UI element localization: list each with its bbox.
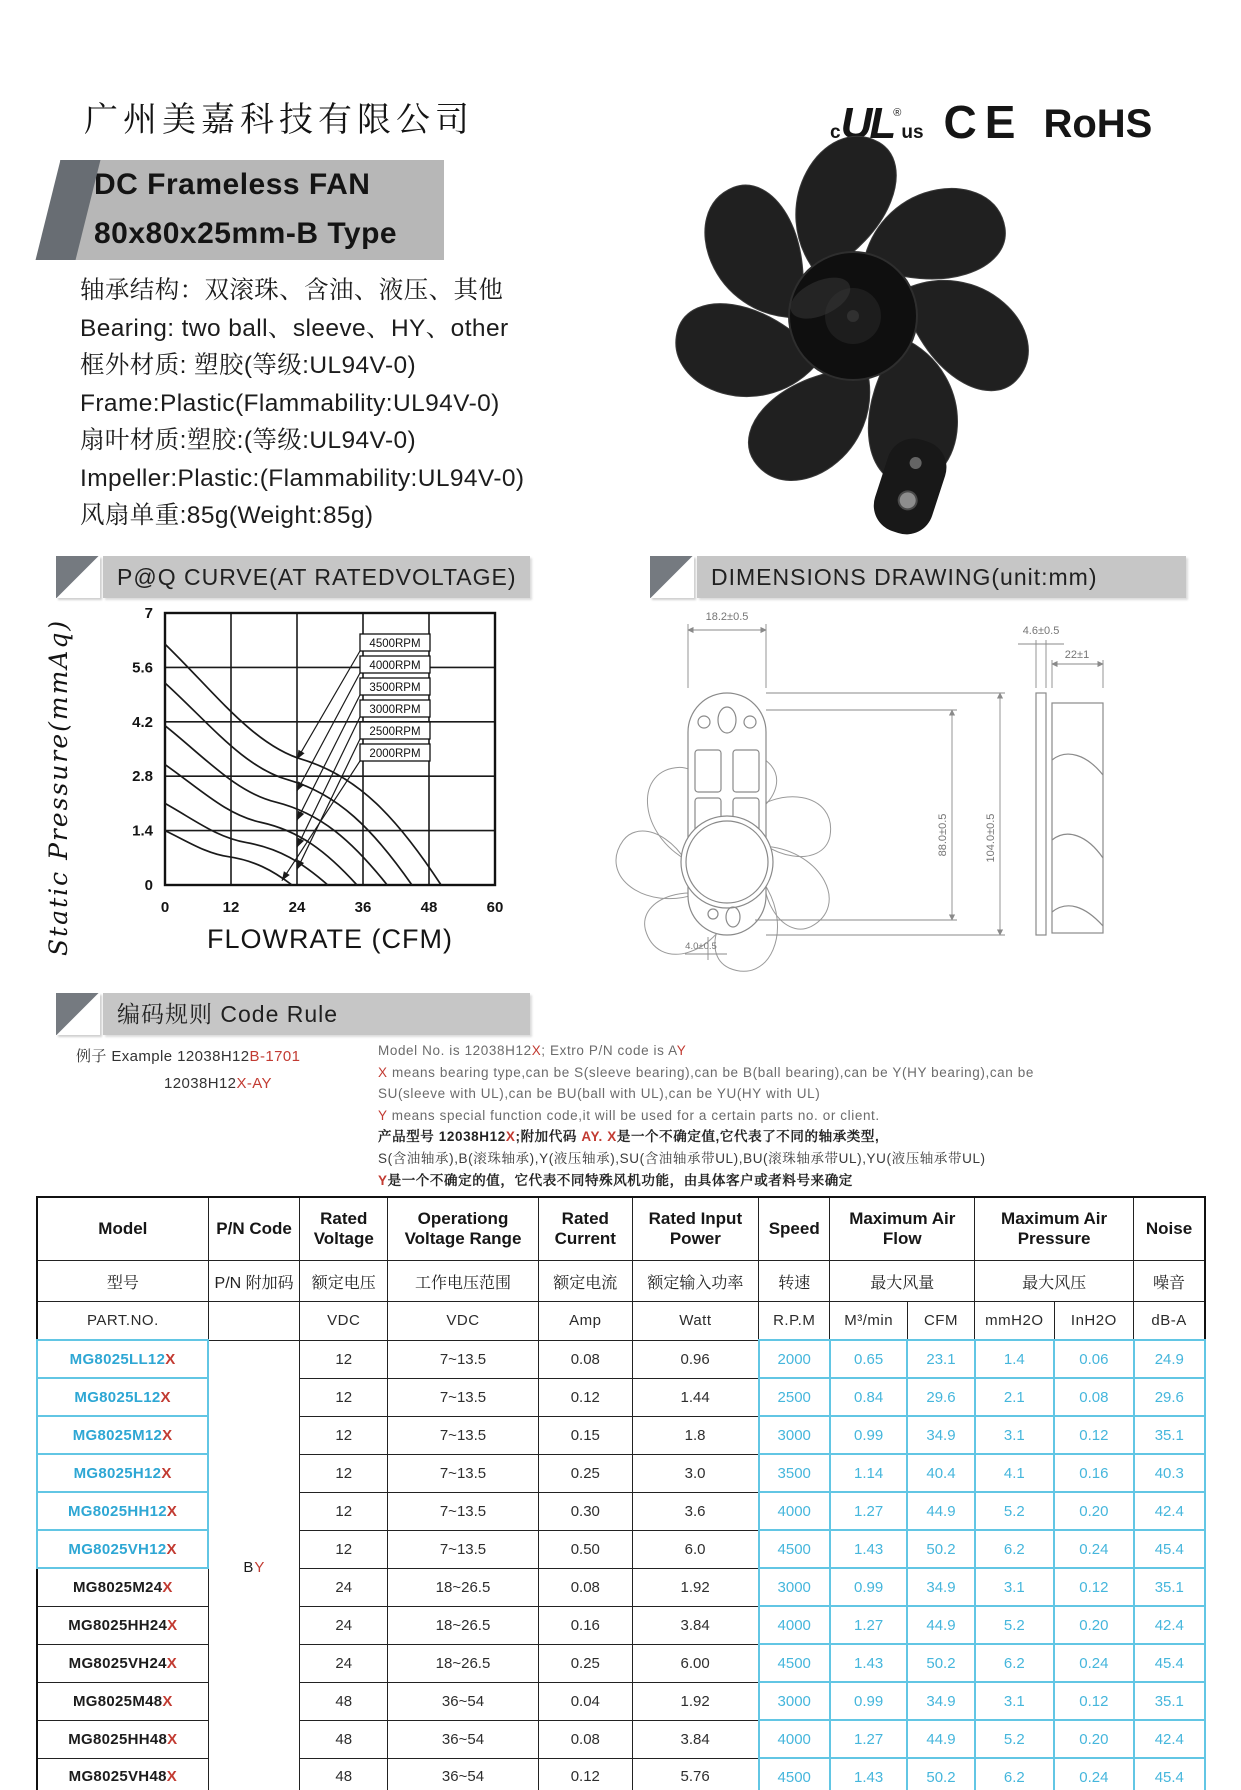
speed-cell: 3000 <box>759 1568 830 1606</box>
table-header-units <box>37 1302 1205 1341</box>
voltage-range-cell: 7~13.5 <box>388 1454 539 1492</box>
dimensions-section-header <box>650 556 1186 598</box>
voltage-range-cell: 7~13.5 <box>388 1416 539 1454</box>
voltage-range-cell: 7~13.5 <box>388 1492 539 1530</box>
model-cell: MG8025HH24X <box>37 1606 208 1644</box>
col-unit: VDC <box>300 1302 388 1341</box>
code-section-title: 编码规则 Code Rule <box>103 993 530 1035</box>
ul-registered-label: ® <box>893 106 902 119</box>
noise-cell: 35.1 <box>1134 1682 1205 1720</box>
col-header-speed: Speed <box>759 1197 830 1261</box>
example2-model-base: 12038H12 <box>164 1075 237 1092</box>
col-header-air-flow: Maximum Air Flow <box>830 1197 975 1261</box>
voltage-range-cell: 18~26.5 <box>388 1568 539 1606</box>
col-header-cn: 最大风压 <box>975 1261 1134 1302</box>
pressure-inh2o-cell: 0.24 <box>1054 1644 1133 1682</box>
code-line-cn-bearings: S(含油轴承),B(滚珠轴承),Y(液压轴承),SU(含油轴承带UL),BU(滚珠轴承带UL),YU(液压轴承带UL) <box>378 1150 986 1166</box>
pressure-inh2o-cell: 0.20 <box>1054 1720 1133 1758</box>
pressure-inh2o-cell: 0.12 <box>1054 1568 1133 1606</box>
airflow-m3-cell: 0.84 <box>830 1378 907 1416</box>
example2-model-suffix: X-AY <box>236 1075 272 1092</box>
rated-voltage-cell: 24 <box>300 1644 388 1682</box>
rated-voltage-cell: 12 <box>300 1530 388 1568</box>
svg-text:7: 7 <box>144 605 153 622</box>
rated-voltage-cell: 12 <box>300 1416 388 1454</box>
pressure-mmh2o-cell: 1.4 <box>975 1340 1054 1378</box>
rated-voltage-cell: 12 <box>300 1492 388 1530</box>
pressure-mmh2o-cell: 4.1 <box>975 1454 1054 1492</box>
airflow-m3-cell: 1.43 <box>830 1758 907 1790</box>
col-header-cn: 转速 <box>759 1261 830 1302</box>
speed-cell: 2500 <box>759 1378 830 1416</box>
code-line-cn-model: 产品型号 12038H12X;附加代码 AY. X是一个不确定值,它代表了不同的轴承类型, <box>378 1129 880 1145</box>
pressure-inh2o-cell: 0.16 <box>1054 1454 1133 1492</box>
noise-cell: 40.3 <box>1134 1454 1205 1492</box>
example-model-base: 12038H12 <box>177 1048 250 1065</box>
noise-cell: 29.6 <box>1134 1378 1205 1416</box>
airflow-cfm-cell: 23.1 <box>907 1340 974 1378</box>
airflow-cfm-cell: 44.9 <box>907 1492 974 1530</box>
pressure-mmh2o-cell: 5.2 <box>975 1492 1054 1530</box>
pressure-inh2o-cell: 0.24 <box>1054 1758 1133 1790</box>
front-view-bracket <box>681 693 773 935</box>
speed-cell: 4000 <box>759 1720 830 1758</box>
voltage-range-cell: 7~13.5 <box>388 1530 539 1568</box>
rated-current-cell: 0.50 <box>538 1530 632 1568</box>
voltage-range-cell: 18~26.5 <box>388 1644 539 1682</box>
pressure-inh2o-cell: 0.08 <box>1054 1378 1133 1416</box>
speed-cell: 3000 <box>759 1682 830 1720</box>
input-power-cell: 1.44 <box>632 1378 758 1416</box>
rated-voltage-cell: 24 <box>300 1568 388 1606</box>
col-header-cn: 最大风量 <box>830 1261 975 1302</box>
input-power-cell: 3.6 <box>632 1492 758 1530</box>
col-header-voltage-range: Operationg Voltage Range <box>388 1197 539 1261</box>
col-header-rated-voltage: Rated Voltage <box>300 1197 388 1261</box>
pressure-inh2o-cell: 0.06 <box>1054 1340 1133 1378</box>
rated-current-cell: 0.12 <box>538 1758 632 1790</box>
section-corner-icon <box>56 993 100 1035</box>
pq-curve-section-header <box>56 556 530 598</box>
ul-us-label: us <box>901 122 924 143</box>
rated-current-cell: 0.30 <box>538 1492 632 1530</box>
spec-line-impeller-cn: 扇叶材质:塑胶:(等级:UL94V-0) <box>80 427 417 454</box>
noise-cell: 24.9 <box>1134 1340 1205 1378</box>
fan-blades <box>668 126 1040 497</box>
pressure-mmh2o-cell: 3.1 <box>975 1416 1054 1454</box>
col-header-rated-current: Rated Current <box>538 1197 632 1261</box>
svg-text:12: 12 <box>222 899 240 916</box>
col-header-cn: 额定输入功率 <box>632 1261 758 1302</box>
svg-text:48: 48 <box>420 899 438 916</box>
model-cell: MG8025H12X <box>37 1454 208 1492</box>
pressure-inh2o-cell: 0.20 <box>1054 1492 1133 1530</box>
rated-voltage-cell: 12 <box>300 1340 388 1378</box>
input-power-cell: 5.76 <box>632 1758 758 1790</box>
voltage-range-cell: 18~26.5 <box>388 1606 539 1644</box>
col-header-air-pressure: Maximum Air Pressure <box>975 1197 1134 1261</box>
airflow-cfm-cell: 34.9 <box>907 1416 974 1454</box>
rated-current-cell: 0.25 <box>538 1454 632 1492</box>
table-header-chinese <box>37 1261 1205 1302</box>
pressure-mmh2o-cell: 3.1 <box>975 1568 1054 1606</box>
rated-voltage-cell: 12 <box>300 1454 388 1492</box>
rated-current-cell: 0.25 <box>538 1644 632 1682</box>
col-header-cn: 额定电压 <box>300 1261 388 1302</box>
airflow-cfm-cell: 29.6 <box>907 1378 974 1416</box>
airflow-cfm-cell: 34.9 <box>907 1568 974 1606</box>
svg-text:3000RPM: 3000RPM <box>369 704 421 716</box>
rated-current-cell: 0.08 <box>538 1340 632 1378</box>
code-line-x-meaning2: SU(sleeve with UL),can be BU(ball with UL),can be YU(HY with UL) <box>378 1086 821 1102</box>
code-line-model-no: Model No. is 12038H12X; Extro P/N code is AY <box>378 1043 687 1058</box>
svg-text:0: 0 <box>160 899 170 916</box>
speed-cell: 4500 <box>759 1530 830 1568</box>
noise-cell: 35.1 <box>1134 1568 1205 1606</box>
svg-text:1.4: 1.4 <box>132 822 153 840</box>
col-unit: M³/min <box>830 1302 907 1341</box>
noise-cell: 35.1 <box>1134 1416 1205 1454</box>
col-header-cn: P/N 附加码 <box>208 1261 300 1302</box>
pressure-inh2o-cell: 0.24 <box>1054 1530 1133 1568</box>
chart-y-axis-label: Static Pressure(mmAq) <box>44 618 73 956</box>
pressure-mmh2o-cell: 5.2 <box>975 1606 1054 1644</box>
rated-voltage-cell: 24 <box>300 1606 388 1644</box>
noise-cell: 42.4 <box>1134 1492 1205 1530</box>
rated-current-cell: 0.08 <box>538 1720 632 1758</box>
model-cell: MG8025VH12X <box>37 1530 208 1568</box>
ce-certification-icon: CE <box>943 95 1024 148</box>
example-model-suffix: B-1701 <box>249 1048 301 1065</box>
rated-voltage-cell: 48 <box>300 1758 388 1790</box>
example-label: 例子 Example <box>76 1048 178 1065</box>
input-power-cell: 3.84 <box>632 1720 758 1758</box>
speed-cell: 4000 <box>759 1606 830 1644</box>
svg-text:FLOWRATE (CFM): FLOWRATE (CFM) <box>207 924 453 954</box>
model-cell: MG8025HH12X <box>37 1492 208 1530</box>
pressure-inh2o-cell: 0.12 <box>1054 1682 1133 1720</box>
airflow-m3-cell: 1.43 <box>830 1644 907 1682</box>
pressure-mmh2o-cell: 6.2 <box>975 1530 1054 1568</box>
input-power-cell: 1.92 <box>632 1682 758 1720</box>
col-unit: Amp <box>538 1302 632 1341</box>
model-cell: MG8025VH24X <box>37 1644 208 1682</box>
input-power-cell: 1.8 <box>632 1416 758 1454</box>
airflow-cfm-cell: 44.9 <box>907 1606 974 1644</box>
rated-voltage-cell: 48 <box>300 1682 388 1720</box>
pressure-mmh2o-cell: 6.2 <box>975 1758 1054 1790</box>
airflow-m3-cell: 1.14 <box>830 1454 907 1492</box>
col-unit: InH2O <box>1054 1302 1133 1341</box>
col-header-cn: 工作电压范围 <box>388 1261 539 1302</box>
col-header-cn: 噪音 <box>1134 1261 1205 1302</box>
spec-line-frame-cn: 框外材质: 塑胶(等级:UL94V-0) <box>80 352 417 379</box>
model-cell: MG8025L12X <box>37 1378 208 1416</box>
svg-text:24: 24 <box>288 899 306 916</box>
spec-line-impeller-en: Impeller:Plastic:(Flammability:UL94V-0) <box>80 464 525 492</box>
model-cell: MG8025LL12X <box>37 1340 208 1378</box>
svg-text:2000RPM: 2000RPM <box>369 748 421 760</box>
svg-text:60: 60 <box>486 899 504 916</box>
model-cell: MG8025VH48X <box>37 1758 208 1790</box>
rated-voltage-cell: 12 <box>300 1378 388 1416</box>
svg-text:4000RPM: 4000RPM <box>369 660 421 672</box>
svg-text:5.6: 5.6 <box>132 659 153 677</box>
product-specs <box>80 272 524 535</box>
spec-line-frame-en: Frame:Plastic(Flammability:UL94V-0) <box>80 389 500 417</box>
col-header-pn: P/N Code <box>208 1197 300 1261</box>
voltage-range-cell: 7~13.5 <box>388 1340 539 1378</box>
input-power-cell: 3.84 <box>632 1606 758 1644</box>
product-title-block <box>60 160 444 260</box>
model-cell: MG8025HH48X <box>37 1720 208 1758</box>
airflow-m3-cell: 1.27 <box>830 1720 907 1758</box>
col-unit: CFM <box>907 1302 974 1341</box>
pq-section-title: P@Q CURVE(AT RATEDVOLTAGE) <box>103 556 530 598</box>
table-header-english <box>37 1197 1205 1261</box>
rated-current-cell: 0.04 <box>538 1682 632 1720</box>
pressure-inh2o-cell: 0.20 <box>1054 1606 1133 1644</box>
pq-curve-chart <box>50 596 520 976</box>
voltage-range-cell: 7~13.5 <box>388 1378 539 1416</box>
noise-cell: 45.4 <box>1134 1644 1205 1682</box>
dim-bottom-offset: 4.0±0.5 <box>685 941 717 952</box>
pressure-inh2o-cell: 0.12 <box>1054 1416 1133 1454</box>
noise-cell: 45.4 <box>1134 1530 1205 1568</box>
rated-current-cell: 0.08 <box>538 1568 632 1606</box>
airflow-m3-cell: 0.99 <box>830 1682 907 1720</box>
speed-cell: 4000 <box>759 1492 830 1530</box>
airflow-cfm-cell: 50.2 <box>907 1644 974 1682</box>
spec-line-bearing-cn: 轴承结构：双滚珠、含油、液压、其他 <box>80 277 504 304</box>
input-power-cell: 6.00 <box>632 1644 758 1682</box>
pn-code-cell: BY <box>208 1340 300 1790</box>
dim-depth: 22±1 <box>1064 649 1090 661</box>
col-header-input-power: Rated Input Power <box>632 1197 758 1261</box>
spec-line-bearing-en: Bearing: two ball、sleeve、HY、other <box>80 314 509 342</box>
dim-total-height: 104.0±0.5 <box>985 813 997 863</box>
airflow-cfm-cell: 44.9 <box>907 1720 974 1758</box>
col-unit: R.P.M <box>759 1302 830 1341</box>
rated-current-cell: 0.16 <box>538 1606 632 1644</box>
col-header-cn: 型号 <box>37 1261 208 1302</box>
fan-product-photo <box>668 126 1040 546</box>
speed-cell: 4500 <box>759 1758 830 1790</box>
code-example-line2 <box>76 1070 300 1097</box>
svg-text:4.2: 4.2 <box>132 713 153 731</box>
rated-current-cell: 0.15 <box>538 1416 632 1454</box>
rated-current-cell: 0.12 <box>538 1378 632 1416</box>
dim-section-title: DIMENSIONS DRAWING(unit:mm) <box>697 556 1186 598</box>
dim-top-width: 18.2±0.5 <box>705 611 749 623</box>
code-rule-example <box>76 1043 300 1097</box>
airflow-m3-cell: 1.43 <box>830 1530 907 1568</box>
company-name: 广州美嘉科技有限公司 <box>84 100 474 140</box>
section-corner-icon <box>56 556 100 598</box>
airflow-m3-cell: 0.65 <box>830 1340 907 1378</box>
voltage-range-cell: 36~54 <box>388 1682 539 1720</box>
col-unit: mmH2O <box>975 1302 1054 1341</box>
col-header-noise: Noise <box>1134 1197 1205 1261</box>
col-header-model: Model <box>37 1197 208 1261</box>
rohs-certification-icon: RoHS <box>1043 102 1153 146</box>
ul-c-label: c <box>830 122 841 143</box>
code-rule-section-header <box>56 993 530 1035</box>
product-title-line2: 80x80x25mm-B Type <box>94 217 398 250</box>
noise-cell: 45.4 <box>1134 1758 1205 1790</box>
noise-cell: 42.4 <box>1134 1606 1205 1644</box>
col-unit: PART.NO. <box>37 1302 208 1341</box>
svg-text:2500RPM: 2500RPM <box>369 726 421 738</box>
col-unit: VDC <box>388 1302 539 1341</box>
dimensions-drawing <box>615 600 1235 980</box>
code-example-line1 <box>76 1043 300 1070</box>
model-cell: MG8025M48X <box>37 1682 208 1720</box>
noise-cell: 42.4 <box>1134 1720 1205 1758</box>
model-cell: MG8025M12X <box>37 1416 208 1454</box>
airflow-m3-cell: 0.99 <box>830 1568 907 1606</box>
input-power-cell: 6.0 <box>632 1530 758 1568</box>
speed-cell: 3500 <box>759 1454 830 1492</box>
product-title-line1: DC Frameless FAN <box>94 168 371 201</box>
airflow-m3-cell: 0.99 <box>830 1416 907 1454</box>
input-power-cell: 0.96 <box>632 1340 758 1378</box>
svg-text:2.8: 2.8 <box>132 768 153 786</box>
col-unit: dB-A <box>1134 1302 1205 1341</box>
speed-cell: 4500 <box>759 1644 830 1682</box>
pressure-mmh2o-cell: 5.2 <box>975 1720 1054 1758</box>
airflow-cfm-cell: 40.4 <box>907 1454 974 1492</box>
dim-plate-thickness: 4.6±0.5 <box>1022 625 1060 637</box>
ul-mark-label: UL <box>840 98 894 148</box>
rated-voltage-cell: 48 <box>300 1720 388 1758</box>
airflow-m3-cell: 1.27 <box>830 1606 907 1644</box>
input-power-cell: 1.92 <box>632 1568 758 1606</box>
input-power-cell: 3.0 <box>632 1454 758 1492</box>
col-header-cn: 额定电流 <box>538 1261 632 1302</box>
airflow-cfm-cell: 50.2 <box>907 1530 974 1568</box>
dim-body-height: 88.0±0.5 <box>937 813 949 857</box>
svg-text:3500RPM: 3500RPM <box>369 682 421 694</box>
svg-text:36: 36 <box>354 899 372 916</box>
model-cell: MG8025M24X <box>37 1568 208 1606</box>
spec-line-weight: 风扇单重:85g(Weight:85g) <box>80 502 374 529</box>
pressure-mmh2o-cell: 2.1 <box>975 1378 1054 1416</box>
voltage-range-cell: 36~54 <box>388 1758 539 1790</box>
airflow-m3-cell: 1.27 <box>830 1492 907 1530</box>
airflow-cfm-cell: 50.2 <box>907 1758 974 1790</box>
pressure-mmh2o-cell: 3.1 <box>975 1682 1054 1720</box>
table-row <box>37 1340 1205 1378</box>
side-view <box>1036 693 1103 935</box>
svg-text:0: 0 <box>144 877 153 894</box>
code-line-cn-y: Y是一个不确定的值，它代表不同特殊风机功能，由具体客户或者料号来确定 <box>378 1172 853 1188</box>
svg-text:4500RPM: 4500RPM <box>369 638 421 650</box>
speed-cell: 3000 <box>759 1416 830 1454</box>
col-unit: Watt <box>632 1302 758 1341</box>
voltage-range-cell: 36~54 <box>388 1720 539 1758</box>
code-line-x-meaning: X means bearing type,can be S(sleeve bearing),can be B(ball bearing),can be Y(HY bearing),can be <box>378 1064 1034 1080</box>
col-unit <box>208 1302 300 1341</box>
code-line-y-meaning: Y means special function code,it will be used for a certain parts no. or client. <box>378 1107 880 1123</box>
airflow-cfm-cell: 34.9 <box>907 1682 974 1720</box>
pressure-mmh2o-cell: 6.2 <box>975 1644 1054 1682</box>
specification-table <box>36 1196 1206 1790</box>
section-corner-icon <box>650 556 694 598</box>
code-rule-paragraph <box>378 1040 1094 1191</box>
speed-cell: 2000 <box>759 1340 830 1378</box>
